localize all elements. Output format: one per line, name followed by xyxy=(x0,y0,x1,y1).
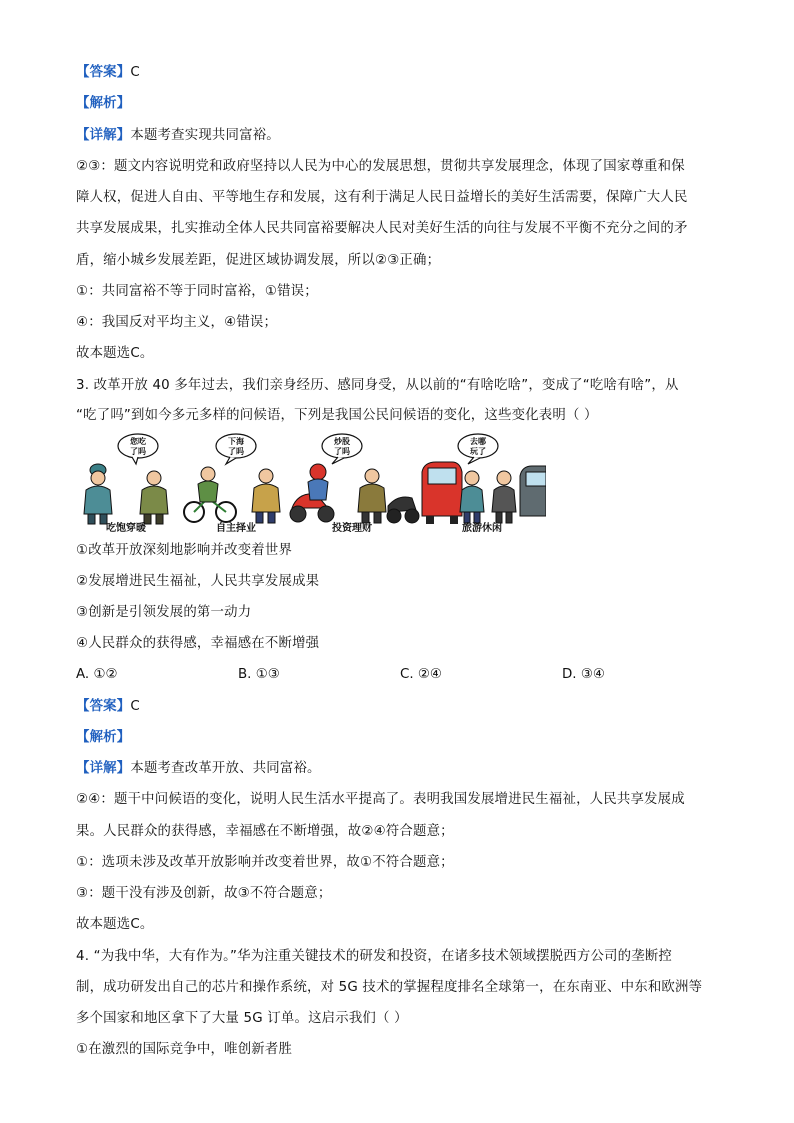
q3-option-c: C. ②④ xyxy=(400,667,442,682)
greeting-cartoon-svg xyxy=(76,432,546,534)
q3-option-d: D. ③④ xyxy=(562,667,605,682)
q2-para1-line2: 障人权，促进人自由、平等地生存和发展，这有利于满足人民日益增长的美好生活需要，保障广大人民 xyxy=(76,190,688,205)
q4-statement-1: ①在激烈的国际竞争中，唯创新者胜 xyxy=(76,1042,293,1057)
cartoon-panel-3 xyxy=(290,434,419,534)
q3-statement-1: ①改革开放深刻地影响并改变着世界 xyxy=(76,543,293,558)
q3-para1-line1: ②④：题干中问候语的变化，说明人民生活水平提高了。表明我国发展增进民生福祉，人民共享发展成 xyxy=(76,792,685,807)
q3-statement-4: ④人民群众的获得感，幸福感在不断增强 xyxy=(76,636,320,651)
q3-analysis-line xyxy=(76,729,130,747)
q2-para1-line1: ②③：题文内容说明党和政府坚持以人民为中心的发展思想，贯彻共享发展理念，体现了国家尊重和保 xyxy=(76,159,685,174)
q3-detail-line xyxy=(76,760,321,778)
q4-stem-line2: 制，成功研发出自己的芯片和操作系统，对 5G 技术的掌握程度排名全球第一，在东南亚、中东和欧洲等 xyxy=(76,980,703,995)
panel-4-caption: 旅游休闲 xyxy=(462,523,502,534)
answer-tag: 【答案】 xyxy=(76,699,131,714)
q3-wrong1: ①：选项未涉及改革开放影响并改变着世界，故①不符合题意； xyxy=(76,855,454,870)
q3-answer-line xyxy=(76,698,140,716)
q2-wrong1: ①：共同富裕不等于同时富裕，①错误； xyxy=(76,284,318,299)
detail-text: 本题考查改革开放、共同富裕。 xyxy=(130,761,321,776)
cartoon-panel-2 xyxy=(184,434,280,534)
q2-analysis-line xyxy=(76,95,130,113)
answer-value: C xyxy=(130,699,140,714)
q2-answer-line xyxy=(76,64,140,82)
q2-conclusion: 故本题选C。 xyxy=(76,346,154,361)
q3-option-a: A. ①② xyxy=(76,667,118,682)
q3-statement-2: ②发展增进民生福祉，人民共享发展成果 xyxy=(76,574,320,589)
answer-value: C xyxy=(130,65,140,80)
answer-tag: 【答案】 xyxy=(76,65,131,80)
q3-wrong2: ③：题干没有涉及创新，故③不符合题意； xyxy=(76,886,332,901)
q4-stem-line3: 多个国家和地区拿下了大量 5G 订单。这启示我们（ ） xyxy=(76,1011,408,1026)
q2-para1-line4: 盾，缩小城乡发展差距，促进区域协调发展，所以②③正确； xyxy=(76,253,441,268)
panel-2-bubble-line2: 了吗 xyxy=(228,447,244,456)
q2-para1-line3: 共享发展成果，扎实推动全体人民共同富裕要解决人民对美好生活的向往与发展不平衡不充分之间的矛 xyxy=(76,221,688,236)
panel-1-bubble-line1: 您吃 xyxy=(130,437,146,446)
q3-statement-3: ③创新是引领发展的第一动力 xyxy=(76,605,252,620)
panel-4-bubble-line1: 去哪 xyxy=(470,437,486,446)
greeting-cartoon xyxy=(76,432,546,534)
q3-stem-line2: “吃了吗”到如今多元多样的问候语，下列是我国公民问候语的变化，这些变化表明（ ） xyxy=(76,408,598,423)
detail-tag: 【详解】 xyxy=(76,761,131,776)
q3-option-b: B. ①③ xyxy=(238,667,280,682)
cartoon-panel-1 xyxy=(84,434,168,534)
panel-1-bubble-line2: 了吗 xyxy=(130,447,146,456)
panel-3-bubble-line2: 了吗 xyxy=(334,447,350,456)
detail-text: 本题考查实现共同富裕。 xyxy=(130,128,280,143)
q4-stem-line1: 4. “为我中华，大有作为。”华为注重关键技术的研发和投资，在诸多技术领域摆脱西方公司的垄断控 xyxy=(76,949,673,964)
panel-3-caption: 投资理财 xyxy=(332,523,372,534)
detail-tag: 【详解】 xyxy=(76,128,131,143)
q2-detail-line xyxy=(76,127,280,145)
q2-wrong2: ④：我国反对平均主义，④错误； xyxy=(76,315,278,330)
cartoon-panel-4 xyxy=(422,434,546,534)
panel-4-bubble-line2: 玩了 xyxy=(470,447,486,456)
analysis-tag: 【解析】 xyxy=(76,730,131,745)
panel-3-bubble-line1: 炒股 xyxy=(334,437,350,446)
panel-2-caption: 自主择业 xyxy=(216,523,256,534)
q3-conclusion: 故本题选C。 xyxy=(76,917,154,932)
q3-stem-line1: 3. 改革开放 40 多年过去，我们亲身经历、感同身受，从以前的“有啥吃啥”，变成了“吃啥有啥”，从 xyxy=(76,378,679,393)
analysis-tag: 【解析】 xyxy=(76,96,131,111)
panel-1-caption: 吃饱穿暖 xyxy=(106,523,146,534)
panel-2-bubble-line1: 下海 xyxy=(228,437,244,446)
q3-para1-line2: 果。人民群众的获得感，幸福感在不断增强，故②④符合题意； xyxy=(76,824,454,839)
